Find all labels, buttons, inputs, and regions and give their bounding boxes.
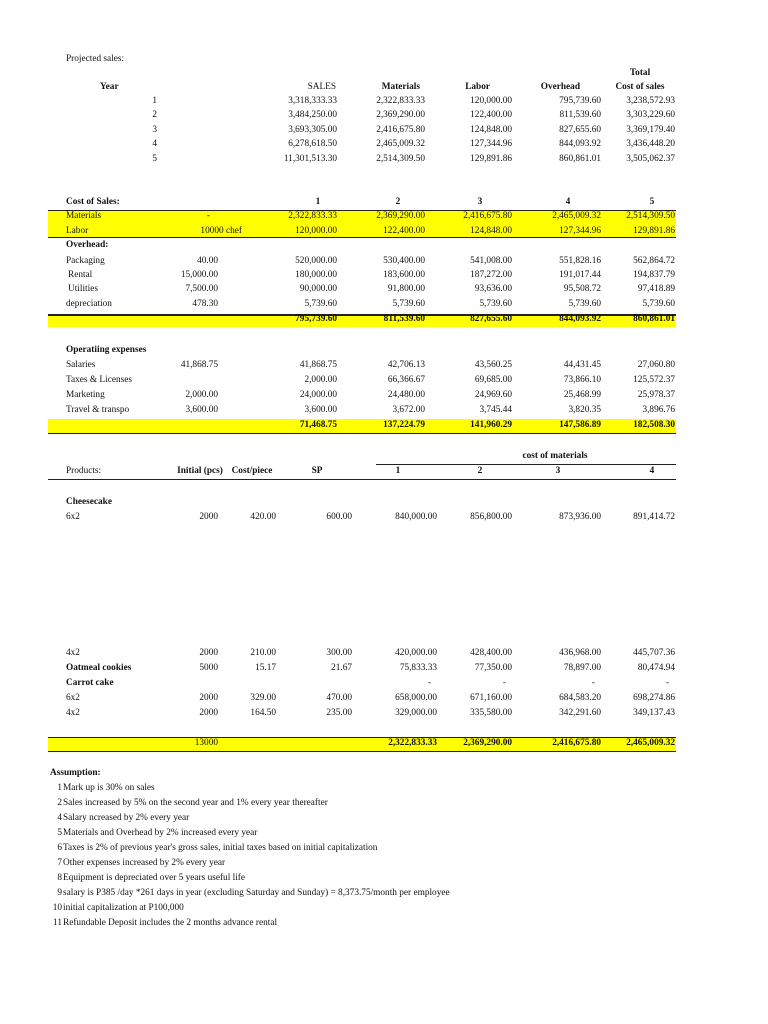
overhead-row-label: Utilities bbox=[68, 284, 98, 294]
carrot-6x2-value: 684,583.20 bbox=[559, 693, 601, 703]
labor-value: 127,344.96 bbox=[470, 139, 512, 149]
assumption-text: Sales increased by 5% on the second year and 1% every year thereafter bbox=[63, 798, 328, 808]
carrot-4x2-cost: 164.50 bbox=[250, 708, 276, 718]
cheesecake-6x2-cost: 420.00 bbox=[250, 512, 276, 522]
labor-year-value: 129,891.86 bbox=[633, 226, 675, 236]
opex-row-value: 44,431.45 bbox=[563, 360, 601, 370]
empty-dash: - bbox=[665, 678, 669, 688]
overhead-row-value: 93,636.00 bbox=[474, 284, 512, 294]
overhead-row-label: depreciation bbox=[66, 299, 112, 309]
opex-total-value: 71,468.75 bbox=[299, 420, 337, 430]
overhead-row-value: 90,000.00 bbox=[299, 284, 337, 294]
assumption-number: 4 bbox=[57, 813, 62, 823]
cheesecake-6x2-label: 6x2 bbox=[66, 512, 80, 522]
carrot-6x2-value: 671,160.00 bbox=[470, 693, 512, 703]
carrot-6x2-value: 698,274.86 bbox=[633, 693, 675, 703]
overhead-row-base: 40.00 bbox=[197, 256, 218, 266]
overhead-row-value: 530,400.00 bbox=[383, 256, 425, 266]
opex-title: Operatiing expenses bbox=[66, 345, 147, 355]
col-total-bottom: Cost of sales bbox=[615, 82, 665, 92]
carrot-4x2-value: 349,137.43 bbox=[633, 708, 675, 718]
carrot-6x2-cost: 329.00 bbox=[250, 693, 276, 703]
overhead-row-value: 187,272.00 bbox=[470, 270, 512, 280]
assumption-number: 2 bbox=[57, 798, 62, 808]
cheesecake-4x2-value: 445,707.36 bbox=[633, 648, 675, 658]
materials-value: 2,322,833.33 bbox=[376, 96, 425, 106]
overhead-row-value: 5,739.60 bbox=[304, 299, 337, 309]
col-total-top: Total bbox=[629, 68, 651, 78]
materials-base: - bbox=[206, 211, 210, 221]
assumption-text: Materials and Overhead by 2% increased every year bbox=[63, 828, 258, 838]
labor-value: 129,891.86 bbox=[470, 154, 512, 164]
col-sp: SP bbox=[311, 466, 323, 476]
products-total-initial: 13000 bbox=[194, 738, 218, 748]
opex-total-value: 147,586.89 bbox=[559, 420, 601, 430]
overhead-title: Overhead: bbox=[66, 240, 109, 250]
products-year-header: 4 bbox=[649, 466, 655, 476]
opex-row-value: 43,560.25 bbox=[474, 360, 512, 370]
carrot-6x2-value: 658,000.00 bbox=[395, 693, 437, 703]
labor-label: Labor bbox=[66, 226, 89, 236]
overhead-row-base: 15,000.00 bbox=[180, 270, 218, 280]
opex-row-value: 2,000.00 bbox=[304, 375, 337, 385]
labor-year-value: 127,344.96 bbox=[559, 226, 601, 236]
labor-year-value: 122,400.00 bbox=[383, 226, 425, 236]
overhead-value: 844,093.92 bbox=[559, 139, 601, 149]
opex-row-value: 25,468.99 bbox=[563, 390, 601, 400]
cheesecake-4x2-initial: 2000 bbox=[199, 648, 218, 658]
opex-row-value: 66,366.67 bbox=[387, 375, 425, 385]
col-products: Products: bbox=[66, 466, 102, 476]
products-group-title: cost of materials bbox=[522, 451, 588, 461]
overhead-row-value: 5,739.60 bbox=[479, 299, 512, 309]
opex-row-value: 3,600.00 bbox=[304, 405, 337, 415]
overhead-row-base: 7,500.00 bbox=[185, 284, 218, 294]
products-total-value: 2,322,833.33 bbox=[388, 738, 437, 748]
carrot-4x2-label: 4x2 bbox=[66, 708, 80, 718]
col-year: Year bbox=[100, 82, 119, 92]
opex-row-base: 2,000.00 bbox=[185, 390, 218, 400]
opex-row-value: 3,745.44 bbox=[479, 405, 512, 415]
overhead-row-label: Rental bbox=[68, 270, 93, 280]
oatmeal-cookies-initial: 5000 bbox=[199, 663, 218, 673]
assumption-title: Assumption: bbox=[50, 768, 101, 778]
opex-row-label: Travel & transpo bbox=[66, 405, 130, 415]
opex-row-value: 41,868.75 bbox=[299, 360, 337, 370]
labor-base: 10000 chef bbox=[200, 226, 242, 236]
overhead-total-value: 860,861.01 bbox=[633, 314, 675, 324]
col-overhead: Overhead bbox=[540, 82, 580, 92]
opex-row-value: 27,060.80 bbox=[637, 360, 675, 370]
carrot-6x2-label: 6x2 bbox=[66, 693, 80, 703]
year-number: 5 bbox=[152, 154, 157, 164]
carrot-4x2-value: 335,580.00 bbox=[470, 708, 512, 718]
year-number: 2 bbox=[152, 110, 157, 120]
cheesecake-6x2-sp: 600.00 bbox=[326, 512, 352, 522]
opex-row-value: 3,820.35 bbox=[568, 405, 601, 415]
overhead-row-value: 562,864.72 bbox=[633, 256, 675, 266]
opex-row-value: 24,000.00 bbox=[299, 390, 337, 400]
cheesecake-6x2-value: 873,936.00 bbox=[559, 512, 601, 522]
opex-total-value: 141,960.29 bbox=[470, 420, 512, 430]
assumption-number: 6 bbox=[57, 843, 62, 853]
assumption-text: Taxes is 2% of previous year's gross sales, initial taxes based on initial capitalization bbox=[63, 843, 378, 853]
col-sales: SALES bbox=[307, 82, 336, 92]
labor-value: 122,400.00 bbox=[470, 110, 512, 120]
materials-year-value: 2,514,309.50 bbox=[626, 211, 675, 221]
overhead-value: 860,861.01 bbox=[559, 154, 601, 164]
materials-year-value: 2,465,009.32 bbox=[552, 211, 601, 221]
opex-row-value: 125,572.37 bbox=[633, 375, 675, 385]
cheesecake-6x2-value: 891,414.72 bbox=[633, 512, 675, 522]
oatmeal-cookies-value: 78,897.00 bbox=[563, 663, 601, 673]
col-materials: Materials bbox=[381, 82, 420, 92]
year-header: 1 bbox=[315, 197, 321, 207]
year-header: 3 bbox=[477, 197, 483, 207]
labor-value: 124,848.00 bbox=[470, 125, 512, 135]
products-total-value: 2,416,675.80 bbox=[552, 738, 601, 748]
overhead-row-value: 5,739.60 bbox=[642, 299, 675, 309]
cheesecake-6x2-initial: 2000 bbox=[199, 512, 218, 522]
overhead-row-base: 478.30 bbox=[192, 299, 218, 309]
opex-row-value: 24,480.00 bbox=[387, 390, 425, 400]
assumption-text: Refundable Deposit includes the 2 months advance rental bbox=[63, 918, 278, 928]
empty-dash: - bbox=[591, 678, 595, 688]
assumption-text: initial capitalization at P100,000 bbox=[63, 903, 184, 913]
labor-year-value: 124,848.00 bbox=[470, 226, 512, 236]
materials-year-value: 2,369,290.00 bbox=[376, 211, 425, 221]
opex-bottomline bbox=[48, 433, 676, 434]
overhead-value: 827,655.60 bbox=[559, 125, 601, 135]
carrot-4x2-sp: 235.00 bbox=[326, 708, 352, 718]
assumption-number: 5 bbox=[57, 828, 62, 838]
overhead-row-value: 5,739.60 bbox=[392, 299, 425, 309]
overhead-total-value: 795,739.60 bbox=[295, 314, 337, 324]
empty-dash: - bbox=[502, 678, 506, 688]
cheesecake-4x2-value: 428,400.00 bbox=[470, 648, 512, 658]
opex-row-value: 3,672.00 bbox=[392, 405, 425, 415]
assumption-number: 1 bbox=[57, 783, 62, 793]
empty-dash: - bbox=[427, 678, 431, 688]
overhead-row-value: 551,828.16 bbox=[559, 256, 601, 266]
overhead-row-value: 91,800.00 bbox=[387, 284, 425, 294]
materials-value: 2,369,290.00 bbox=[376, 110, 425, 120]
total-cost-value: 3,436,448.20 bbox=[626, 139, 675, 149]
overhead-row-value: 5,739.60 bbox=[568, 299, 601, 309]
assumption-number: 9 bbox=[57, 888, 62, 898]
projected-sales-title: Projected sales: bbox=[66, 54, 125, 64]
assumption-number: 8 bbox=[57, 873, 62, 883]
sales-value: 11,301,513.30 bbox=[283, 154, 337, 164]
year-number: 1 bbox=[152, 96, 157, 106]
overhead-row-value: 183,600.00 bbox=[383, 270, 425, 280]
overhead-value: 811,539.60 bbox=[559, 110, 601, 120]
materials-year-value: 2,322,833.33 bbox=[288, 211, 337, 221]
assumption-number: 10 bbox=[52, 903, 62, 913]
opex-row-label: Taxes & Licenses bbox=[66, 375, 132, 385]
opex-total-value: 137,224.79 bbox=[383, 420, 425, 430]
opex-row-base: 3,600.00 bbox=[185, 405, 218, 415]
opex-row-label: Salaries bbox=[66, 360, 96, 370]
overhead-total-value: 844,093.92 bbox=[559, 314, 601, 324]
total-cost-value: 3,369,179.40 bbox=[626, 125, 675, 135]
carrot-6x2-initial: 2000 bbox=[199, 693, 218, 703]
assumption-text: Salary ncreased by 2% every year bbox=[63, 813, 190, 823]
sales-value: 3,693,305.00 bbox=[288, 125, 337, 135]
carrot-6x2-sp: 470.00 bbox=[326, 693, 352, 703]
year-number: 4 bbox=[152, 139, 157, 149]
materials-value: 2,465,009.32 bbox=[376, 139, 425, 149]
cheesecake-4x2-sp: 300.00 bbox=[326, 648, 352, 658]
overhead-row-value: 520,000.00 bbox=[295, 256, 337, 266]
col-initial: Initial (pcs) bbox=[177, 466, 223, 476]
overhead-row-value: 191,017.44 bbox=[559, 270, 601, 280]
opex-total-value: 182,508.30 bbox=[633, 420, 675, 430]
products-total-bottomline bbox=[48, 751, 676, 752]
overhead-row-value: 95,508.72 bbox=[563, 284, 601, 294]
cheesecake-4x2-cost: 210.00 bbox=[250, 648, 276, 658]
cheesecake-6x2-value: 840,000.00 bbox=[395, 512, 437, 522]
assumption-number: 7 bbox=[57, 858, 62, 868]
assumption-text: Equipment is depreciated over 5 years useful life bbox=[63, 873, 245, 883]
overhead-row-value: 541,008.00 bbox=[470, 256, 512, 266]
cheesecake-4x2-value: 436,968.00 bbox=[559, 648, 601, 658]
cost-of-sales-title: Cost of Sales: bbox=[66, 197, 120, 207]
materials-value: 2,514,309.50 bbox=[376, 154, 425, 164]
carrot-4x2-initial: 2000 bbox=[199, 708, 218, 718]
col-cost: Cost/piece bbox=[231, 466, 273, 476]
overhead-total-value: 811,539.60 bbox=[383, 314, 425, 324]
year-header: 5 bbox=[649, 197, 655, 207]
total-cost-value: 3,238,572.93 bbox=[626, 96, 675, 106]
opex-row-value: 3,896.76 bbox=[642, 405, 675, 415]
sales-value: 3,484,250.00 bbox=[288, 110, 337, 120]
products-total-value: 2,369,290.00 bbox=[463, 738, 512, 748]
assumption-text: salary is P385 /day *261 days in year (excluding Saturday and Sunday) = 8,373.75/month per employee bbox=[63, 888, 450, 898]
opex-row-label: Marketing bbox=[66, 390, 105, 400]
overhead-row-value: 194,837.79 bbox=[633, 270, 675, 280]
materials-year-value: 2,416,675.80 bbox=[463, 211, 512, 221]
sales-value: 3,318,333.33 bbox=[288, 96, 337, 106]
oatmeal-cookies-cost: 15.17 bbox=[255, 663, 276, 673]
year-header: 4 bbox=[565, 197, 571, 207]
cheesecake-title: Cheesecake bbox=[66, 497, 112, 507]
labor-value: 120,000.00 bbox=[470, 96, 512, 106]
products-header-underline bbox=[48, 479, 676, 480]
col-labor: Labor bbox=[465, 82, 490, 92]
assumption-number: 11 bbox=[53, 918, 62, 928]
assumption-text: Mark up is 30% on sales bbox=[63, 783, 155, 793]
year-number: 3 bbox=[152, 125, 157, 135]
cheesecake-4x2-label: 4x2 bbox=[66, 648, 80, 658]
overhead-row-value: 180,000.00 bbox=[295, 270, 337, 280]
materials-label: Materials bbox=[66, 211, 102, 221]
opex-row-value: 73,866.10 bbox=[563, 375, 601, 385]
materials-value: 2,416,675.80 bbox=[376, 125, 425, 135]
oatmeal-cookies-value: 75,833.33 bbox=[399, 663, 437, 673]
opex-row-value: 25,978.37 bbox=[637, 390, 675, 400]
oatmeal-cookies-value: 77,350.00 bbox=[474, 663, 512, 673]
cheesecake-6x2-value: 856,800.00 bbox=[470, 512, 512, 522]
opex-row-base: 41,868.75 bbox=[180, 360, 218, 370]
opex-row-value: 24,969.60 bbox=[474, 390, 512, 400]
total-cost-value: 3,303,229.60 bbox=[626, 110, 675, 120]
total-cost-value: 3,505,062.37 bbox=[626, 154, 675, 164]
cheesecake-4x2-value: 420,000.00 bbox=[395, 648, 437, 658]
oatmeal-cookies-label: Oatmeal cookies bbox=[66, 663, 132, 673]
carrot-title: Carrot cake bbox=[66, 678, 114, 688]
products-total-value: 2,465,009.32 bbox=[626, 738, 675, 748]
labor-underline bbox=[48, 237, 676, 238]
products-year-header: 2 bbox=[477, 466, 483, 476]
assumption-text: Other expenses increased by 2% every year bbox=[63, 858, 226, 868]
overhead-row-label: Packaging bbox=[66, 256, 105, 266]
overhead-total-value: 827,655.60 bbox=[470, 314, 512, 324]
labor-year-value: 120,000.00 bbox=[295, 226, 337, 236]
opex-row-value: 42,706.13 bbox=[387, 360, 425, 370]
overhead-row-value: 97,418.89 bbox=[637, 284, 675, 294]
carrot-4x2-value: 329,000.00 bbox=[395, 708, 437, 718]
products-year-header: 1 bbox=[395, 466, 401, 476]
products-year-header: 3 bbox=[555, 466, 561, 476]
carrot-4x2-value: 342,291.60 bbox=[559, 708, 601, 718]
opex-row-value: 69,685.00 bbox=[474, 375, 512, 385]
oatmeal-cookies-sp: 21.67 bbox=[331, 663, 352, 673]
overhead-value: 795,739.60 bbox=[559, 96, 601, 106]
year-header: 2 bbox=[395, 197, 401, 207]
oatmeal-cookies-value: 80,474.94 bbox=[637, 663, 675, 673]
sales-value: 6,278,618.50 bbox=[288, 139, 337, 149]
